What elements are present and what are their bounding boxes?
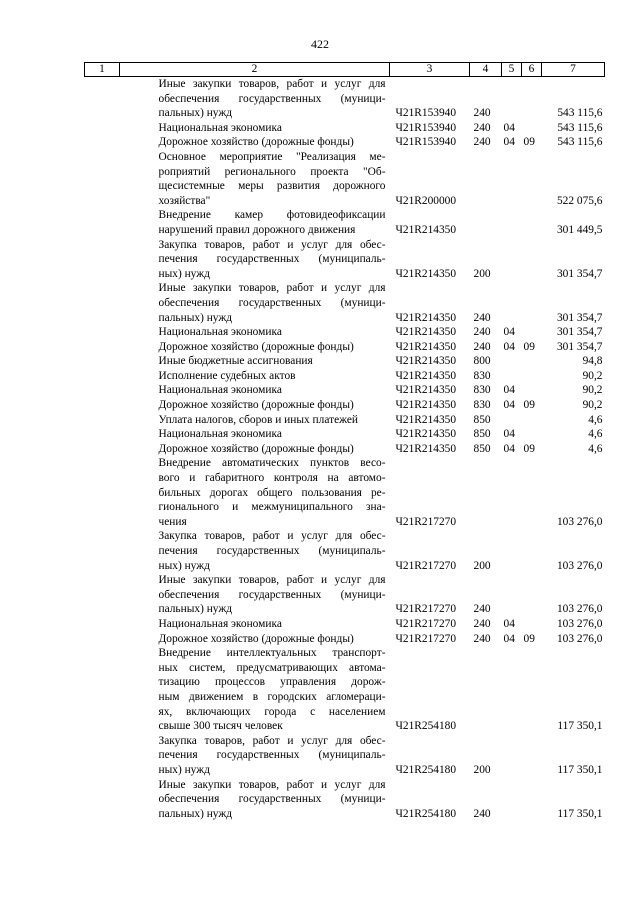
row-name-line: Национальная экономика: [158, 384, 282, 397]
row-subsection: [522, 121, 542, 136]
row-name-line: Национальная экономика: [158, 326, 282, 339]
row-amount: 103 276,0: [556, 559, 603, 572]
row-name-line: Закупка товаров, работ и услуг для обес-: [158, 238, 386, 251]
row-name-line: Уплата налогов, сборов и иных платежей: [158, 413, 358, 426]
row-expense-group: 240: [473, 617, 491, 630]
row-subsection: [522, 413, 542, 428]
row-code: Ч21R153940: [395, 121, 457, 134]
row-name-line: гионального и межмуниципального зна-: [158, 501, 386, 514]
row-subsection: [522, 238, 542, 282]
row-code: Ч21R214350: [395, 428, 457, 441]
row-name-line: свыше 300 тысяч человек: [158, 720, 283, 733]
row-name-line: Исполнение судебных актов: [158, 369, 296, 382]
row-name-line: Основное мероприятие "Реализация ме-: [158, 150, 386, 163]
row-subsection: [522, 529, 542, 573]
row-amount: 543 115,6: [557, 121, 603, 134]
row-name: [120, 456, 390, 529]
row-subsection: 09: [523, 632, 535, 645]
row-name: [120, 632, 390, 647]
row-code: Ч21R153940: [395, 107, 457, 120]
row-amount: 301 354,7: [556, 311, 603, 324]
table-row: [85, 398, 605, 413]
row-name-line: ных) нужд: [158, 267, 210, 280]
row-section: 04: [503, 399, 515, 412]
row-expense-group: 850: [473, 442, 491, 455]
row-empty-cell: [85, 734, 120, 778]
row-section: [502, 369, 522, 384]
table-row: [85, 778, 605, 822]
row-expense-group: 200: [473, 267, 491, 280]
row-name-line: Внедрение автоматических пунктов весо-: [158, 457, 386, 470]
row-empty-cell: [85, 77, 120, 121]
row-name: [120, 529, 390, 573]
row-empty-cell: [85, 238, 120, 282]
row-name-line: тизацию процессов управления дорож-: [158, 676, 386, 689]
column-header-6: 6: [522, 63, 542, 77]
row-section: [502, 238, 522, 282]
row-code: Ч21R214350: [395, 442, 457, 455]
table-row: [85, 456, 605, 529]
row-name: [120, 617, 390, 632]
row-empty-cell: [85, 427, 120, 442]
row-subsection: [522, 354, 542, 369]
row-code: Ч21R217270: [395, 515, 457, 528]
row-empty-cell: [85, 632, 120, 647]
row-expense-group: 240: [473, 340, 491, 353]
row-name-line: ях, включающих города с населением: [158, 705, 386, 718]
row-name-line: ных систем, предусматривающих автома-: [158, 661, 386, 674]
row-amount: 90,2: [582, 399, 603, 412]
row-name-line: печения государственных (муниципаль-: [158, 253, 386, 266]
row-section: [502, 77, 522, 121]
column-header-3: 3: [390, 63, 470, 77]
row-name-line: бильных дорогах общего пользования ре-: [158, 486, 386, 499]
row-empty-cell: [85, 617, 120, 632]
row-expense-group: 830: [473, 369, 491, 382]
row-code: Ч21R214350: [395, 355, 457, 368]
table-row: [85, 573, 605, 617]
row-code: Ч21R153940: [395, 136, 457, 149]
row-section: [502, 646, 522, 734]
row-amount: 4,6: [588, 428, 603, 441]
row-expense-group: 850: [473, 413, 491, 426]
row-code: Ч21R214350: [395, 413, 457, 426]
row-empty-cell: [85, 354, 120, 369]
row-empty-cell: [85, 340, 120, 355]
row-name-line: щесистемные меры развития дорожного: [158, 180, 386, 193]
row-section: [502, 354, 522, 369]
table-row: [85, 369, 605, 384]
row-amount: 103 276,0: [556, 603, 603, 616]
row-section: [502, 573, 522, 617]
row-empty-cell: [85, 369, 120, 384]
row-name: [120, 150, 390, 208]
row-name: [120, 427, 390, 442]
row-expense-group: 240: [473, 107, 491, 120]
table-row: [85, 340, 605, 355]
table-row: [85, 238, 605, 282]
row-name-line: пальных) нужд: [158, 807, 233, 820]
row-code: Ч21R214350: [395, 223, 457, 236]
row-name: [120, 208, 390, 237]
row-subsection: 09: [523, 399, 535, 412]
row-expense-group: [470, 646, 502, 734]
row-code: Ч21R214350: [395, 340, 457, 353]
column-header-1: 1: [85, 63, 120, 77]
row-code: Ч21R217270: [395, 617, 457, 630]
row-section: 04: [503, 632, 515, 645]
row-name-line: пальных) нужд: [158, 311, 233, 324]
table-row: [85, 427, 605, 442]
row-code: Ч21R214350: [395, 326, 457, 339]
row-empty-cell: [85, 573, 120, 617]
row-name: [120, 121, 390, 136]
row-name-line: пальных) нужд: [158, 107, 233, 120]
row-section: 04: [503, 428, 515, 441]
row-expense-group: [470, 456, 502, 529]
row-subsection: [522, 208, 542, 237]
row-expense-group: 240: [473, 807, 491, 820]
row-name: [120, 413, 390, 428]
row-name-line: ным движением в городских агломераци-: [158, 690, 386, 703]
table-row: [85, 281, 605, 325]
row-subsection: [522, 778, 542, 822]
row-name: [120, 340, 390, 355]
row-expense-group: 830: [473, 399, 491, 412]
row-subsection: 09: [523, 442, 535, 455]
row-section: [502, 734, 522, 778]
row-empty-cell: [85, 135, 120, 150]
row-expense-group: 200: [473, 559, 491, 572]
row-name: [120, 573, 390, 617]
row-section: 04: [503, 442, 515, 455]
row-amount: 103 276,0: [556, 632, 603, 645]
row-subsection: [522, 646, 542, 734]
row-name-line: печения государственных (муниципаль-: [158, 545, 386, 557]
row-name-line: Иные бюджетные ассигнования: [158, 355, 313, 368]
table-row: [85, 413, 605, 428]
row-subsection: [522, 150, 542, 208]
table-row: [85, 617, 605, 632]
row-expense-group: 240: [473, 632, 491, 645]
row-name-line: обеспечения государственных (муници-: [158, 296, 386, 309]
row-name: [120, 77, 390, 121]
row-section: 04: [503, 617, 515, 630]
row-name-line: Национальная экономика: [158, 121, 282, 134]
row-amount: 4,6: [588, 413, 603, 426]
row-name: [120, 325, 390, 340]
row-section: 04: [503, 326, 515, 339]
row-name-line: нарушений правил дорожного движения: [158, 223, 356, 236]
column-header-7: 7: [542, 63, 605, 77]
row-code: Ч21R214350: [395, 399, 457, 412]
row-name-line: ных) нужд: [158, 763, 210, 776]
row-section: [502, 778, 522, 822]
column-header-4: 4: [470, 63, 502, 77]
column-number-header: [85, 63, 605, 77]
row-section: 04: [503, 340, 515, 353]
row-expense-group: 240: [473, 136, 491, 149]
row-empty-cell: [85, 442, 120, 457]
row-code: Ч21R214350: [395, 384, 457, 397]
row-amount: 301 354,7: [556, 326, 603, 339]
row-name-line: роприятий регионального проекта "Об-: [158, 165, 386, 178]
row-name-line: Дорожное хозяйство (дорожные фонды): [158, 399, 354, 412]
row-empty-cell: [85, 150, 120, 208]
row-expense-group: [470, 208, 502, 237]
table-row: [85, 77, 605, 121]
row-name-line: Внедрение камер фотовидеофиксации: [158, 209, 386, 222]
row-name: [120, 238, 390, 282]
row-amount: 301 449,5: [556, 223, 603, 236]
row-expense-group: 850: [473, 428, 491, 441]
row-section: [502, 456, 522, 529]
row-expense-group: 240: [473, 311, 491, 324]
row-name-line: обеспечения государственных (муници-: [158, 92, 386, 105]
row-amount: 94,8: [582, 355, 603, 368]
row-empty-cell: [85, 413, 120, 428]
table-row: [85, 208, 605, 237]
row-name-line: пальных) нужд: [158, 603, 233, 616]
row-expense-group: [470, 150, 502, 208]
table-row: [85, 646, 605, 734]
row-name-line: Национальная экономика: [158, 617, 282, 630]
row-expense-group: 200: [473, 763, 491, 776]
budget-table-container: [84, 62, 604, 821]
row-name: [120, 135, 390, 150]
row-code: Ч21R200000: [395, 194, 457, 207]
row-name: [120, 778, 390, 822]
column-header-2: 2: [120, 63, 390, 77]
row-code: Ч21R217270: [395, 632, 457, 645]
row-name-line: Закупка товаров, работ и услуг для обес-: [158, 734, 386, 747]
row-amount: 301 354,7: [556, 267, 603, 280]
row-empty-cell: [85, 325, 120, 340]
row-name: [120, 646, 390, 734]
row-code: Ч21R217270: [395, 603, 457, 616]
row-expense-group: 240: [473, 603, 491, 616]
table-row: [85, 354, 605, 369]
row-amount: 90,2: [582, 384, 603, 397]
row-amount: 117 350,1: [557, 763, 603, 776]
table-row: [85, 383, 605, 398]
row-name-line: Дорожное хозяйство (дорожные фонды): [158, 340, 354, 353]
table-row: [85, 442, 605, 457]
row-name-line: Иные закупки товаров, работ и услуг для: [158, 282, 386, 295]
row-subsection: [522, 573, 542, 617]
row-name-line: Иные закупки товаров, работ и услуг для: [158, 778, 386, 791]
table-body: [85, 77, 605, 822]
row-empty-cell: [85, 383, 120, 398]
row-amount: 543 115,6: [557, 136, 603, 149]
row-section: [502, 413, 522, 428]
row-empty-cell: [85, 208, 120, 237]
table-row: [85, 529, 605, 573]
row-section: [502, 281, 522, 325]
row-code: Ч21R214350: [395, 267, 457, 280]
row-amount: 117 350,1: [557, 720, 603, 733]
row-amount: 4,6: [588, 442, 603, 455]
row-name-line: Дорожное хозяйство (дорожные фонды): [158, 632, 354, 645]
row-name: [120, 354, 390, 369]
row-expense-group: 240: [473, 121, 491, 134]
row-section: [502, 529, 522, 573]
budget-table: [84, 62, 605, 821]
row-code: Ч21R254180: [395, 720, 457, 733]
row-name: [120, 383, 390, 398]
row-code: Ч21R254180: [395, 763, 457, 776]
page-number: 422: [311, 37, 329, 51]
row-amount: 301 354,7: [556, 340, 603, 353]
row-name-line: ных) нужд: [158, 559, 210, 572]
row-name: [120, 734, 390, 778]
row-section: 04: [503, 136, 515, 149]
row-subsection: [522, 617, 542, 632]
table-row: [85, 121, 605, 136]
row-name: [120, 442, 390, 457]
row-subsection: [522, 325, 542, 340]
row-name-line: Дорожное хозяйство (дорожные фонды): [158, 136, 354, 149]
row-subsection: [522, 427, 542, 442]
row-empty-cell: [85, 529, 120, 573]
row-amount: 90,2: [582, 369, 603, 382]
row-empty-cell: [85, 778, 120, 822]
row-name-line: печения государственных (муниципаль-: [158, 749, 386, 762]
row-amount: 522 075,6: [556, 194, 603, 207]
row-name-line: Иные закупки товаров, работ и услуг для: [158, 574, 386, 587]
row-subsection: [522, 369, 542, 384]
row-name: [120, 398, 390, 413]
row-amount: 543 115,6: [557, 107, 603, 120]
row-amount: 103 276,0: [556, 617, 603, 630]
row-subsection: [522, 281, 542, 325]
row-section: 04: [503, 384, 515, 397]
row-amount: 117 350,1: [557, 807, 603, 820]
row-code: Ч21R254180: [395, 807, 457, 820]
row-code: Ч21R217270: [395, 559, 457, 572]
row-name-line: Внедрение интеллектуальных транспорт-: [158, 647, 386, 660]
row-subsection: [522, 456, 542, 529]
row-section: 04: [503, 121, 515, 134]
row-name-line: вого и габаритного контроля на автомо-: [158, 472, 386, 485]
row-name-line: Закупка товаров, работ и услуг для обес-: [158, 530, 386, 543]
row-name-line: Иные закупки товаров, работ и услуг для: [158, 78, 386, 90]
row-subsection: 09: [523, 136, 535, 149]
table-row: [85, 325, 605, 340]
row-empty-cell: [85, 121, 120, 136]
row-empty-cell: [85, 646, 120, 734]
row-empty-cell: [85, 398, 120, 413]
row-expense-group: 240: [473, 326, 491, 339]
row-expense-group: 800: [473, 355, 491, 368]
table-row: [85, 632, 605, 647]
row-name-line: обеспечения государственных (муници-: [158, 588, 386, 601]
row-name: [120, 369, 390, 384]
row-subsection: [522, 77, 542, 121]
row-name-line: хозяйства": [158, 194, 211, 207]
row-name-line: чения: [158, 515, 187, 528]
row-name: [120, 281, 390, 325]
table-row: [85, 150, 605, 208]
row-empty-cell: [85, 281, 120, 325]
row-subsection: [522, 734, 542, 778]
row-amount: 103 276,0: [556, 515, 603, 528]
row-code: Ч21R214350: [395, 311, 457, 324]
row-expense-group: 830: [473, 384, 491, 397]
row-name-line: обеспечения государственных (муници-: [158, 793, 386, 806]
row-subsection: [522, 383, 542, 398]
table-row: [85, 135, 605, 150]
row-name-line: Дорожное хозяйство (дорожные фонды): [158, 442, 354, 455]
row-section: [502, 150, 522, 208]
table-row: [85, 734, 605, 778]
row-section: [502, 208, 522, 237]
row-subsection: 09: [523, 340, 535, 353]
row-empty-cell: [85, 456, 120, 529]
column-header-5: 5: [502, 63, 522, 77]
row-code: Ч21R214350: [395, 369, 457, 382]
row-name-line: Национальная экономика: [158, 428, 282, 441]
